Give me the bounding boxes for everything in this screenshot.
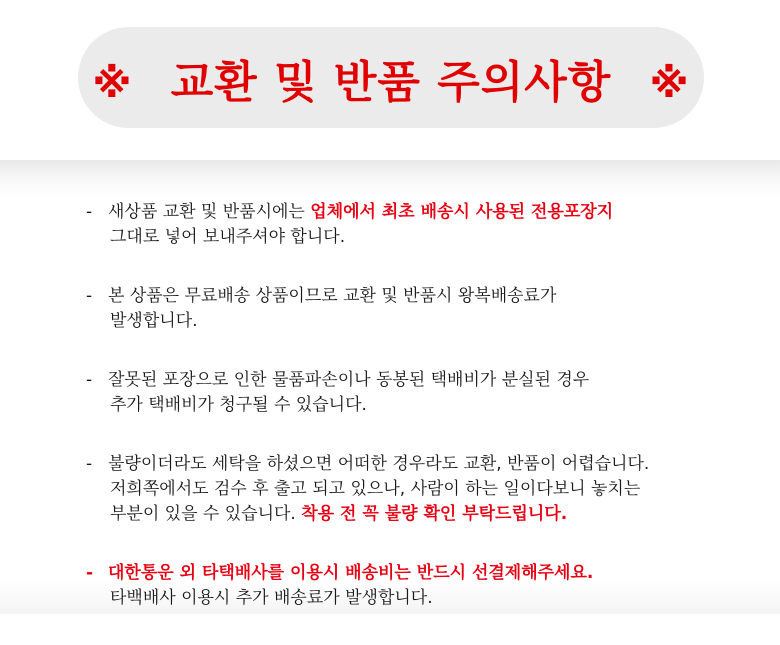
notice-line: 잘못된 포장으로 인한 물품파손이나 동봉된 택배비가 분실된 경우 [108, 370, 590, 390]
notice-line: 그대로 넣어 보내주셔야 합니다. [110, 227, 346, 247]
bullet-dash: - [86, 286, 93, 306]
notice-list [86, 200, 746, 645]
title-banner [78, 27, 704, 128]
reference-mark-right: ※ [649, 60, 690, 107]
notice-text: 새상품 교환 및 반품시에는 [108, 202, 311, 222]
page-title [93, 46, 690, 110]
notice-line: 저희쪽에서도 검수 후 출고 되고 있으나, 사람이 하는 일이다보니 놓치는 [110, 479, 641, 499]
notice-highlight: 대한통운 외 타택배사를 이용시 배송비는 반드시 선결제해주세요. [108, 563, 594, 583]
notice-highlight: 업체에서 최초 배송시 사용된 전용포장지 [310, 202, 614, 222]
bullet-dash: - [86, 202, 93, 222]
notice-text: 부분이 있을 수 있습니다. [110, 504, 302, 524]
notice-item-washing [86, 452, 746, 527]
bullet-dash: - [86, 454, 93, 474]
notice-line [108, 502, 746, 527]
bullet-dash: - [86, 370, 93, 390]
title-label: 교환 및 반품 주의사항 [170, 56, 612, 108]
notice-line: 추가 택배비가 청구될 수 있습니다. [110, 395, 367, 415]
notice-line [108, 200, 746, 225]
notice-item-damage [86, 368, 746, 418]
header-area [0, 0, 780, 160]
notice-line: 발생합니다. [110, 311, 198, 331]
reference-mark-left: ※ [92, 60, 133, 107]
bullet-dash: - [86, 563, 94, 583]
notice-line: 불량이더라도 세탁을 하셨으면 어떠한 경우라도 교환, 반품이 어렵습니다. [108, 454, 650, 474]
notice-item-packaging [86, 200, 746, 250]
notice-item-shipping-fee [86, 284, 746, 334]
notice-highlight: 착용 전 꼭 불량 확인 부탁드립니다. [301, 504, 568, 524]
notice-line: 타백배사 이용시 추가 배송료가 발생합니다. [110, 588, 433, 608]
notice-body [0, 160, 780, 614]
notice-item-courier [86, 561, 746, 611]
notice-line: 본 상품은 무료배송 상품이므로 교환 및 반품시 왕복배송료가 [108, 286, 557, 306]
